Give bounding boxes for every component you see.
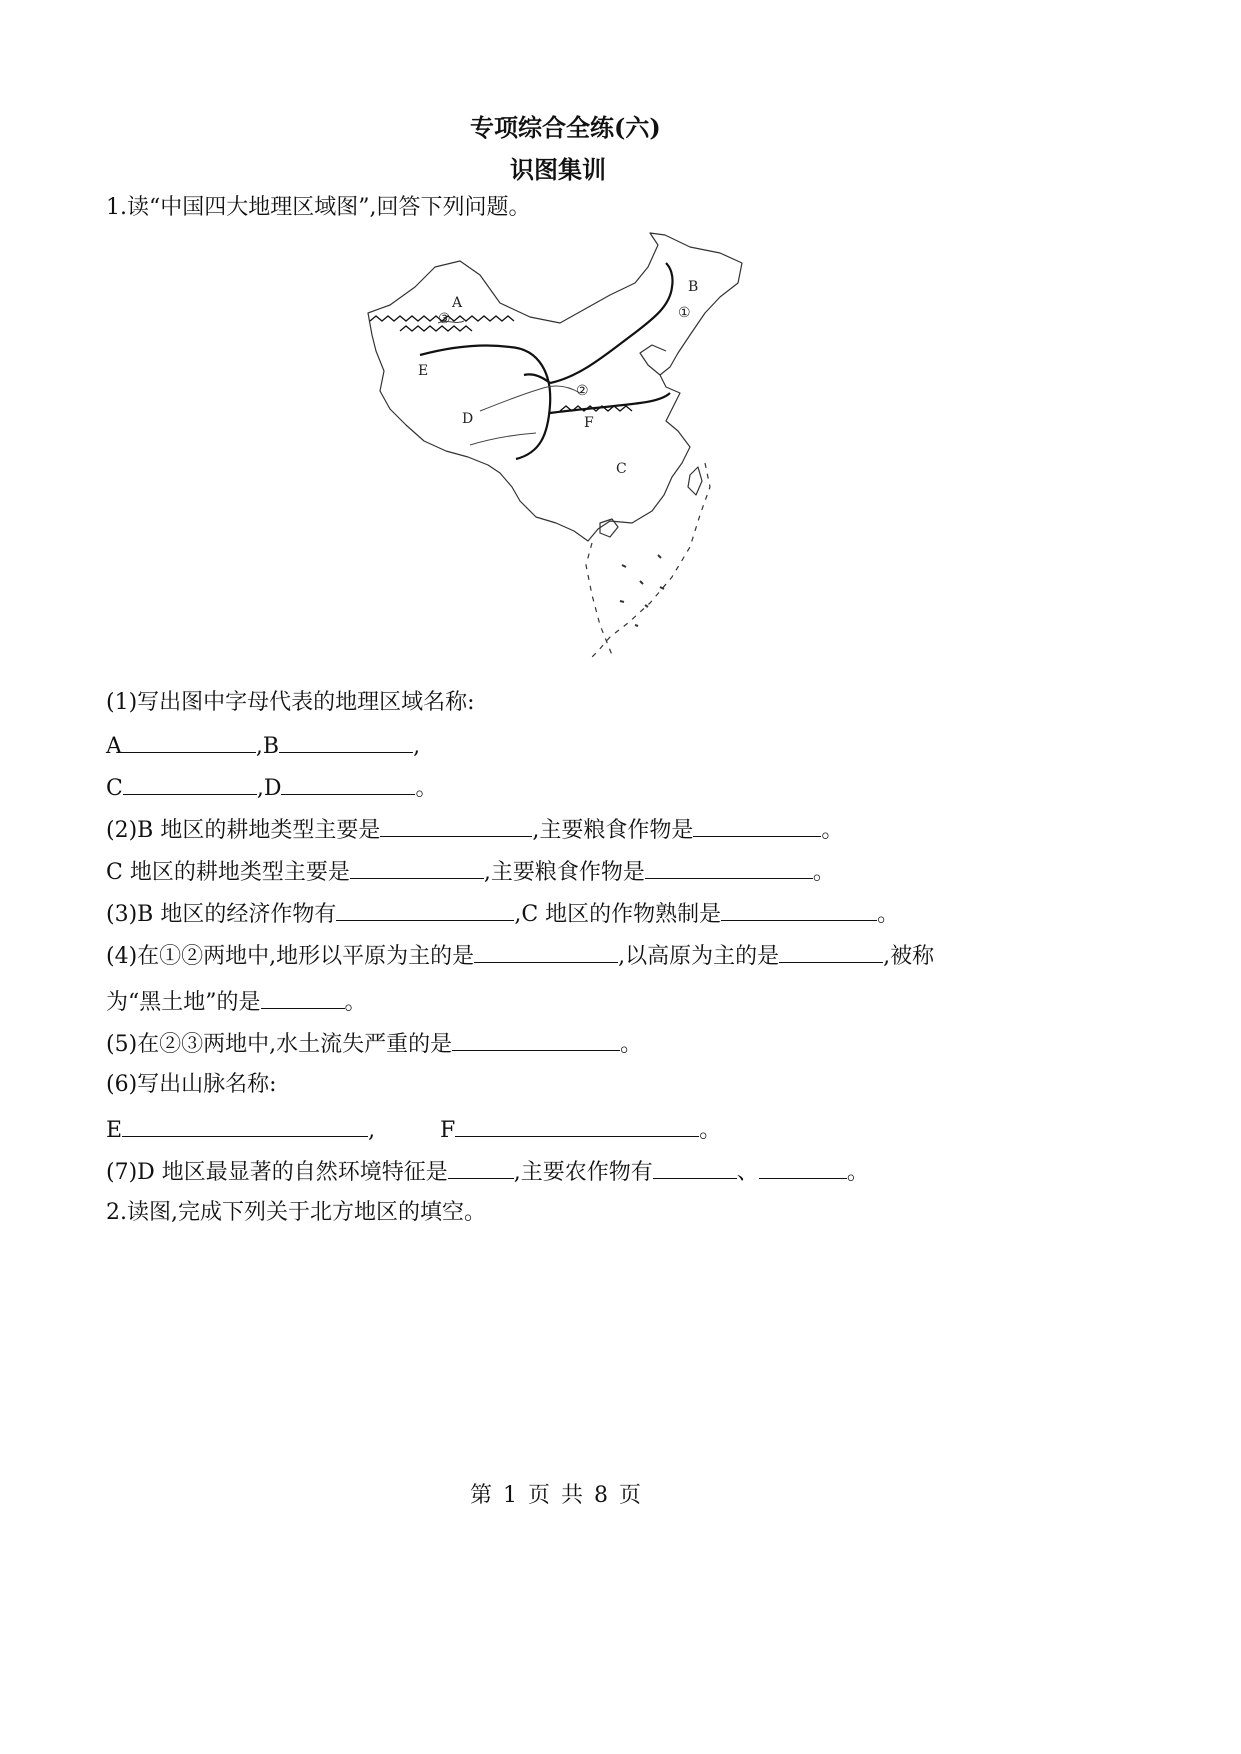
- answer-blank-a[interactable]: [122, 730, 256, 753]
- answer-blank-b[interactable]: [279, 730, 413, 753]
- question-text: ,主要农作物有: [513, 1160, 653, 1185]
- answer-blank-plateau[interactable]: [779, 940, 883, 963]
- label-a: A: [106, 734, 122, 759]
- q1-part6-row-f: [440, 1114, 721, 1146]
- answer-blank-feature[interactable]: [448, 1156, 514, 1179]
- label-b: ,B: [255, 734, 280, 759]
- question-text: ,主要粮食作物是: [483, 860, 645, 885]
- answer-blank-c[interactable]: [123, 772, 257, 795]
- map-label-b: B: [688, 279, 699, 295]
- q1-part1-heading: (1)写出图中字母代表的地理区域名称:: [106, 690, 475, 715]
- answer-blank-c-farmland[interactable]: [350, 856, 484, 879]
- maritime-boundary: [586, 463, 710, 661]
- q1-intro: 1.读“中国四大地理区域图”,回答下列问题。: [106, 195, 531, 220]
- q1-part5: [106, 1028, 642, 1060]
- answer-blank-crop-1[interactable]: [653, 1156, 737, 1179]
- punct: 。: [344, 990, 367, 1015]
- question-text: C 地区的耕地类型主要是: [106, 860, 350, 885]
- boundary-qinghai-tibet: [420, 345, 550, 459]
- punct: 。: [812, 860, 835, 885]
- q1-part2-row2: [106, 856, 835, 888]
- punct: 。: [846, 1160, 869, 1185]
- answer-blank-cash-crops[interactable]: [336, 898, 514, 921]
- punct: ,: [413, 734, 421, 759]
- answer-blank-cropping-system[interactable]: [721, 898, 877, 921]
- answer-blank-e[interactable]: [122, 1114, 368, 1137]
- answer-blank-b-crop[interactable]: [693, 814, 821, 837]
- q1-part7: [106, 1156, 869, 1188]
- china-outline: [368, 233, 742, 541]
- q1-part2-row1: [106, 814, 843, 846]
- question-text: (2)B 地区的耕地类型主要是: [106, 818, 381, 843]
- question-text: (5)在②③两地中,水土流失严重的是: [106, 1032, 453, 1057]
- page-footer: 第 1 页 共 8 页: [470, 1483, 643, 1508]
- boundary-north-northeast: [550, 263, 673, 383]
- answer-blank-crop-2[interactable]: [759, 1156, 847, 1179]
- q1-part4-row1: [106, 940, 934, 972]
- punct: 。: [821, 818, 844, 843]
- page-subtitle: 识图集训: [510, 155, 606, 184]
- punct: 、: [736, 1160, 759, 1185]
- q1-part1-row1: [106, 730, 420, 762]
- map-label-circle-3: ③: [438, 311, 451, 327]
- q1-part1-row2: [106, 772, 438, 804]
- answer-blank-f[interactable]: [455, 1114, 699, 1137]
- q1-part6-row: [106, 1114, 375, 1146]
- china-regions-map: [360, 225, 760, 665]
- map-label-c: C: [616, 461, 627, 477]
- q2-intro: 2.读图,完成下列关于北方地区的填空。: [106, 1200, 486, 1225]
- question-text: ,被称: [883, 944, 935, 969]
- question-text: (3)B 地区的经济作物有: [106, 902, 337, 927]
- label-e: E: [106, 1118, 123, 1143]
- map-label-f: F: [584, 415, 594, 431]
- page-title: 专项综合全练(六): [470, 113, 661, 142]
- answer-blank-b-farmland[interactable]: [380, 814, 532, 837]
- punct: 。: [699, 1118, 722, 1143]
- question-text: (4)在①②两地中,地形以平原为主的是: [106, 944, 475, 969]
- punct: 。: [620, 1032, 643, 1057]
- answer-blank-plain[interactable]: [474, 940, 618, 963]
- question-text: ,主要粮食作物是: [532, 818, 694, 843]
- map-label-d: D: [462, 411, 474, 427]
- taiwan-island: [688, 467, 702, 495]
- map-label-circle-1: ①: [678, 305, 691, 321]
- punct: 。: [415, 776, 438, 801]
- q1-part4-row2: [106, 986, 367, 1018]
- label-c: C: [106, 776, 123, 801]
- question-text: 为“黑土地”的是: [106, 990, 261, 1015]
- answer-blank-c-crop[interactable]: [645, 856, 813, 879]
- map-label-a: A: [452, 295, 463, 311]
- question-text: ,C 地区的作物熟制是: [514, 902, 722, 927]
- map-label-e: E: [418, 363, 429, 379]
- question-text: (7)D 地区最显著的自然环境特征是: [106, 1160, 448, 1185]
- map-label-circle-2: ②: [576, 383, 589, 399]
- label-d: ,D: [256, 776, 282, 801]
- answer-blank-erosion[interactable]: [452, 1028, 620, 1051]
- q1-part3: [106, 898, 899, 930]
- question-text: ,以高原为主的是: [618, 944, 780, 969]
- answer-blank-black-soil[interactable]: [261, 986, 345, 1009]
- label-f: F: [440, 1118, 456, 1143]
- q1-part6-heading: (6)写出山脉名称:: [106, 1072, 277, 1097]
- punct: ,: [368, 1118, 376, 1143]
- punct: 。: [877, 902, 900, 927]
- answer-blank-d[interactable]: [281, 772, 415, 795]
